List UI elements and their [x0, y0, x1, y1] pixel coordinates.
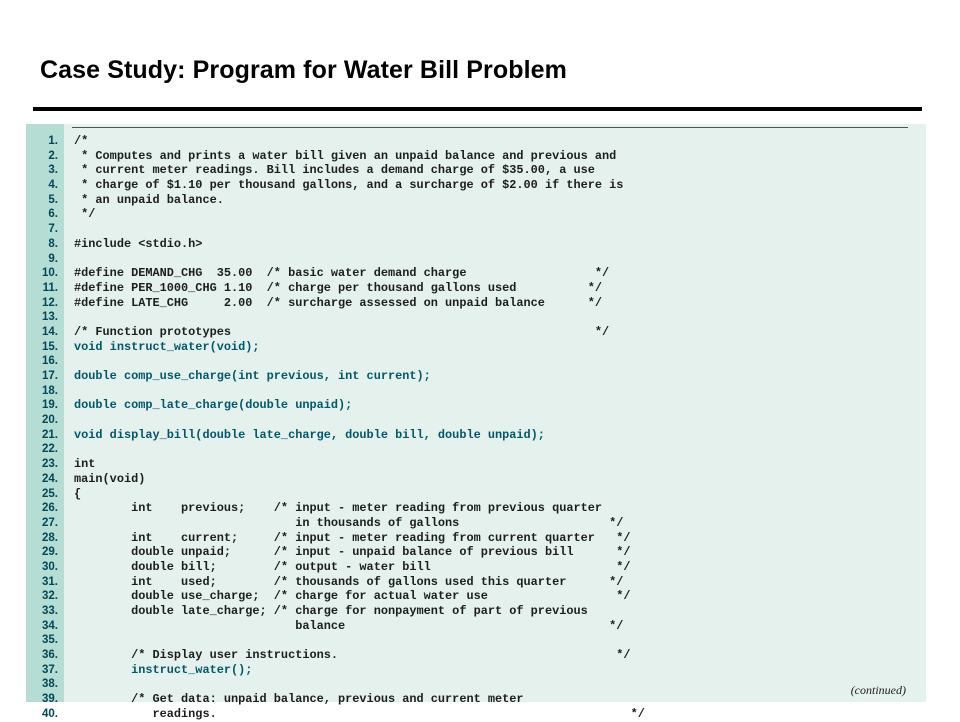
code-line [26, 340, 926, 355]
code-line [26, 487, 926, 502]
code-line [26, 266, 926, 281]
code-line [26, 252, 926, 267]
code-text: instruct_water(); [74, 662, 253, 677]
code-line [26, 281, 926, 296]
code-line [26, 663, 926, 678]
code-line [26, 237, 926, 252]
code-line [26, 354, 926, 369]
code-line [26, 310, 926, 325]
code-line [26, 677, 926, 692]
line-number: 11. [42, 281, 58, 294]
line-number: 40. [42, 707, 58, 720]
code-text: void display_bill(double late_charge, double bill, double unpaid); [74, 427, 545, 442]
code-text: /* Function prototypes */ [74, 324, 610, 339]
line-number: 13. [42, 311, 58, 324]
code-line [26, 384, 926, 399]
code-text: int used; /* thousands of gallons used this quarter */ [74, 574, 624, 589]
code-line [26, 193, 926, 208]
code-text: /* [74, 134, 89, 148]
code-text: main(void) [74, 471, 146, 486]
code-line [26, 633, 926, 648]
line-number: 31. [42, 575, 58, 588]
code-line [26, 692, 926, 707]
line-number: 37. [42, 663, 58, 676]
line-number: 28. [42, 531, 58, 544]
code-line [26, 325, 926, 340]
line-number: 16. [42, 355, 58, 368]
line-number: 35. [42, 634, 58, 647]
code-text: double bill; /* output - water bill */ [74, 559, 631, 574]
code-text: int current; /* input - meter reading from current quarter */ [74, 530, 631, 545]
code-text: readings. */ [74, 706, 645, 721]
code-listing-panel [26, 124, 926, 721]
line-number: 38. [42, 678, 58, 691]
code-text: int previous; /* input - meter reading from previous quarter [74, 501, 603, 516]
line-number: 3. [48, 164, 58, 177]
line-number: 30. [42, 560, 58, 573]
line-number: 29. [42, 546, 58, 559]
code-line [26, 707, 926, 722]
code-line [26, 531, 926, 546]
line-number: 12. [42, 296, 58, 309]
line-number: 25. [42, 487, 58, 500]
line-number: 15. [42, 340, 58, 353]
line-number: 6. [48, 208, 58, 221]
line-number: 17. [42, 370, 58, 382]
code-line [26, 604, 926, 619]
line-number: 9. [48, 252, 58, 265]
code-line [26, 178, 926, 193]
line-number: 21. [42, 428, 58, 441]
code-line [26, 428, 926, 443]
line-number: 2. [48, 149, 58, 162]
line-number: 27. [42, 516, 58, 529]
line-number: 10. [42, 267, 58, 280]
line-number: 5. [48, 193, 58, 206]
code-text: #define LATE_CHG 2.00 /* surcharge assessed on unpaid balance */ [74, 295, 603, 310]
code-text: */ [74, 207, 96, 222]
code-lines [26, 134, 926, 722]
code-line [26, 472, 926, 487]
code-line [26, 501, 926, 516]
code-text: * charge of $1.10 per thousand gallons, and a surcharge of $2.00 if there is [74, 178, 624, 193]
code-line [26, 369, 926, 384]
line-number: 1. [48, 135, 58, 147]
line-number: 39. [42, 693, 58, 706]
code-text: balance */ [74, 618, 624, 633]
code-text: /* Get data: unpaid balance, previous and current meter [74, 692, 524, 707]
code-text: #include <stdio.h> [74, 236, 203, 251]
code-line [26, 516, 926, 531]
code-line [26, 619, 926, 634]
code-line [26, 589, 926, 604]
code-text: /* Display user instructions. */ [74, 648, 631, 663]
code-line [26, 413, 926, 428]
code-text: void instruct_water(void); [74, 339, 260, 354]
code-text: in thousands of gallons */ [74, 515, 624, 530]
code-text: * an unpaid balance. [74, 192, 224, 207]
code-line [26, 648, 926, 663]
code-line [26, 149, 926, 164]
code-text: #define PER_1000_CHG 1.10 /* charge per thousand gallons used */ [74, 280, 603, 295]
title-divider [33, 107, 922, 111]
code-text: double late_charge; /* charge for nonpayment of part of previous [74, 604, 588, 618]
code-line [26, 296, 926, 311]
code-text: * Computes and prints a water bill given an unpaid balance and previous and [74, 148, 617, 163]
line-number: 22. [42, 443, 58, 456]
slide-title: Case Study: Program for Water Bill Problem [40, 56, 567, 84]
code-text: double use_charge; /* charge for actual water use */ [74, 589, 631, 604]
code-line [26, 163, 926, 178]
line-number: 34. [42, 619, 58, 632]
code-text: int [74, 457, 96, 472]
code-line [26, 134, 926, 149]
code-line [26, 207, 926, 222]
line-number: 36. [42, 649, 58, 662]
line-number: 7. [48, 223, 58, 236]
code-text: double comp_use_charge(int previous, int current); [74, 369, 431, 383]
code-line [26, 442, 926, 457]
code-text: { [74, 486, 82, 501]
line-number: 20. [42, 414, 58, 427]
code-line [26, 398, 926, 413]
listing-top-rule [72, 127, 908, 128]
code-line [26, 222, 926, 237]
code-line [26, 560, 926, 575]
code-text: double unpaid; /* input - unpaid balance of previous bill */ [74, 545, 631, 560]
code-line [26, 457, 926, 472]
line-number: 26. [42, 502, 58, 515]
line-number: 18. [42, 384, 58, 397]
continued-label: (continued) [850, 683, 906, 697]
line-number: 4. [48, 179, 58, 192]
line-number: 24. [42, 472, 58, 485]
code-text: #define DEMAND_CHG 35.00 /* basic water demand charge */ [74, 266, 610, 281]
code-line [26, 575, 926, 590]
line-number: 8. [48, 237, 58, 250]
code-line [26, 545, 926, 560]
line-number: 19. [42, 399, 58, 412]
line-number: 32. [42, 590, 58, 603]
line-number: 33. [42, 605, 58, 617]
line-number: 23. [42, 458, 58, 471]
code-text: * current meter readings. Bill includes a demand charge of $35.00, a use [74, 163, 595, 178]
line-number: 14. [42, 325, 58, 338]
code-text: double comp_late_charge(double unpaid); [74, 398, 353, 413]
